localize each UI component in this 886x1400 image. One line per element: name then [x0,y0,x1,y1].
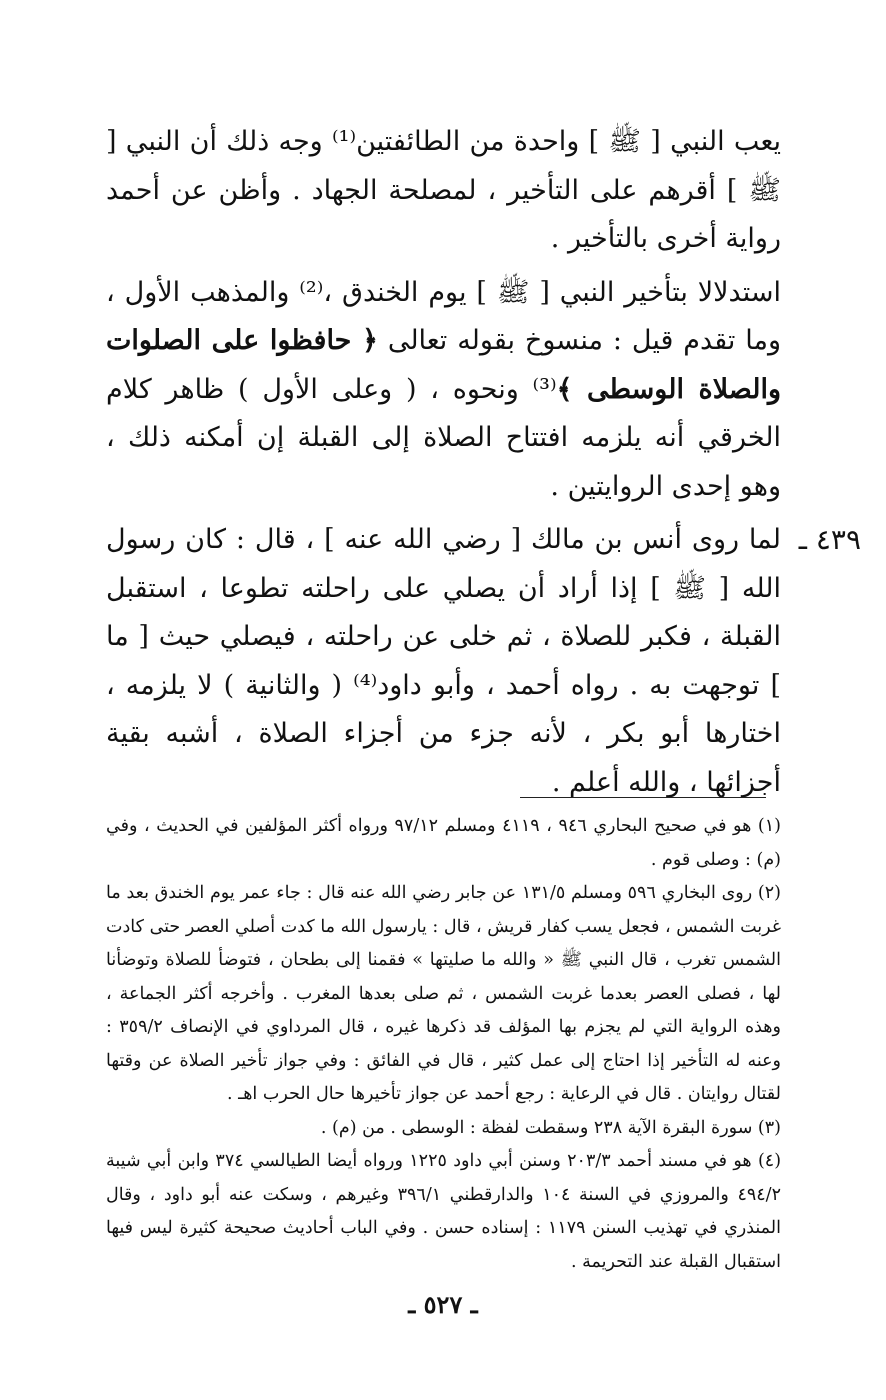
hadith-439 [106,516,861,807]
paragraph-2-text-b: ⁽³⁾ ونحوه ، ( وعلى الأول ) ظاهر كلام الخرقي أنه يلزمه افتتاح الصلاة إلى القبلة إن أمكنه ذلك ، وهو إحدى الروايتين . [106,373,781,502]
footnote-separator [520,797,766,798]
paragraph-1: يعب النبي [ ﷺ ] واحدة من الطائفتين⁽¹⁾ وجه ذلك أن النبي [ ﷺ ] أقرهم على التأخير ، لمصلحة الجهاد . وأظن عن أحمد رواية أخرى بالتأخير . [106,126,781,254]
footnotes [106,810,781,1279]
paragraph-2 [106,269,781,512]
main-text [106,118,861,807]
hadith-text: لما روى أنس بن مالك [ رضي الله عنه ] ، قال : كان رسول الله [ ﷺ ] إذا أراد أن يصلي على راحلته تطوعا ، استقبل القبلة ، فكبر للصلاة ، ثم خلى عن راحلته ، فيصلي حيث [ ما ] توجهت به . رواه أحمد ، وأبو داود⁽⁴⁾ ( والثانية ) لا يلزمه ، اختارها أبو بكر ، لأنه جزء من أجزاء الصلاة ، أشبه بقية أجزائها ، والله أعلم . [106,524,781,798]
quran-verse: ﴿ حافظوا على الصلوات والصلاة الوسطى ﴾ [106,325,781,405]
paragraph-2-text-a: استدلالا بتأخير النبي [ ﷺ ] يوم الخندق ،⁽²⁾ والمذهب الأول ، وما تقدم قيل : منسوخ بقوله تعالى [106,276,782,356]
footnote-1: (١) هو في صحيح البحاري ٩٤٦ ، ٤١١٩ ومسلم ٩٧/١٢ ورواه أكثر المؤلفين في الحديث ، وفي (م) : وصلى قوم . [106,816,781,870]
hadith-number: ٤٣٩ ـ [798,523,861,556]
footnote-4: (٤) هو في مسند أحمد ٢٠٣/٣ وسنن أبي داود ١٢٢٥ ورواه أيضا الطيالسي ٣٧٤ وابن أبي شيبة ٤٩٤/٢ والمروزي في السنة ١٠٤ والدارقطني ٣٩٦/١ وغيرهم ، وسكت عنه أبو داود ، وقال المنذري في تهذيب السنن ١١٧٩ : إسناده حسن . وفي الباب أحاديث صحيحة كثيرة ليس فيها استقبال القبلة عند التحريمة . [106,1151,782,1272]
footnote-3: (٣) سورة البقرة الآية ٢٣٨ وسقطت لفظة : الوسطى . من (م) . [320,1117,781,1138]
page-number: ـ ٥٢٧ ـ [408,1290,478,1319]
footnote-2: (٢) روى البخاري ٥٩٦ ومسلم ١٣١/٥ عن جابر رضي الله عنه قال : جاء عمر يوم الخندق بعد ما غربت الشمس ، فجعل يسب كفار قريش ، قال : يارسول الله ما كدت أصلي العصر حتى كادت الشمس تغرب ، قال النبي ﷺ « والله ما صليتها » فقمنا إلى بطحان ، فتوضأ للصلاة وتوضأنا لها ، فصلى العصر بعدما غربت الشمس ، ثم صلى بعدها المغرب . وأخرجه أكثر الجماعة ، وهذه الرواية التي لم يجزم بها المؤلف قد ذكرها غيره ، قال المرداوي في الإنصاف ٣٥٩/٢ : وعنه له التأخير إذا احتاج إلى عمل كثير ، قال في الفائق : وفي جواز تأخير الصلاة عن وقتها لقتال روايتان . قال في الرعاية : رجع أحمد عن جواز تأخيرها حال الحرب اهـ . [106,883,781,1104]
